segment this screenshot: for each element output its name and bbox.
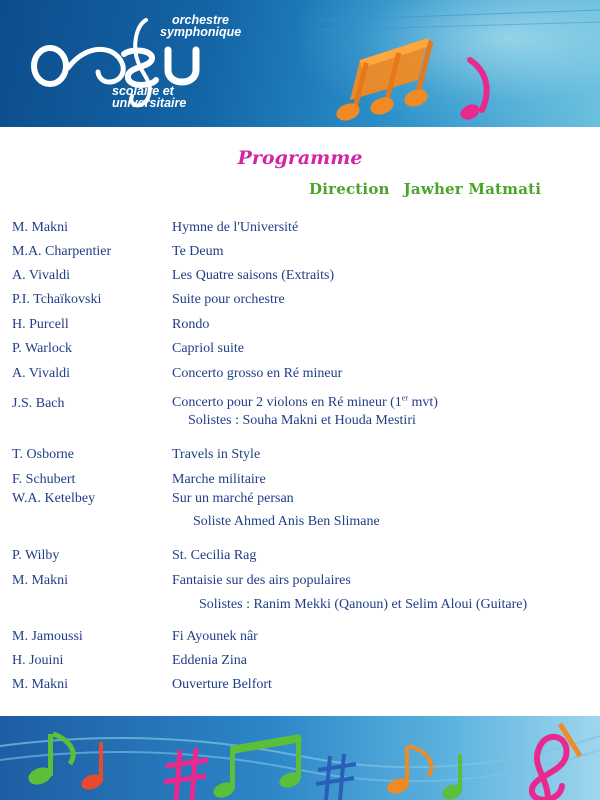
composer: J.S. Bach [12, 396, 65, 411]
page-title: Programme [237, 147, 363, 169]
piece: Hymne de l'Université [172, 220, 299, 235]
direction-line [309, 180, 541, 198]
composer: F. Schubert [12, 472, 76, 487]
treble-clef-icon [532, 737, 567, 800]
composer: M. Makni [12, 677, 68, 692]
piece: Sur un marché persan [172, 491, 294, 506]
composer: P. Warlock [12, 341, 73, 356]
logo-line-3: scolaire et [112, 84, 174, 98]
piece: St. Cecilia Rag [172, 548, 257, 563]
footer-banner [0, 716, 600, 800]
piece: Les Quatre saisons (Extraits) [172, 268, 335, 283]
piece: Concerto pour 2 violons en Ré mineur (1er mvt) [172, 393, 438, 410]
composer: M. Jamoussi [12, 629, 83, 644]
logo-line-4: universitaire [112, 96, 187, 110]
composer: P.I. Tchaïkovski [12, 292, 102, 307]
piece: Concerto grosso en Ré mineur [172, 366, 343, 381]
piece: Suite pour orchestre [172, 292, 285, 307]
piece: Capriol suite [172, 341, 244, 356]
piece: Ouverture Belfort [172, 677, 272, 692]
piece: Marche militaire [172, 472, 266, 487]
piece: Te Deum [172, 244, 224, 259]
piece: Travels in Style [172, 447, 261, 462]
composer: W.A. Ketelbey [12, 491, 96, 506]
piece: Fi Ayounek nâr [172, 629, 258, 644]
composer: P. Wilby [12, 548, 60, 563]
piece: Rondo [172, 317, 210, 332]
composer: H. Purcell [12, 317, 69, 332]
soloists: Solistes : Souha Makni et Houda Mestiri [188, 413, 416, 428]
conductor-name: Jawher Matmati [403, 180, 542, 198]
composer: H. Jouini [12, 653, 64, 668]
soloists: Soliste Ahmed Anis Ben Slimane [193, 514, 380, 529]
composer: A. Vivaldi [12, 268, 71, 283]
logo-line-1: orchestre [172, 13, 229, 27]
music-notes-icon [0, 716, 600, 800]
composer: T. Osborne [12, 447, 74, 462]
composer: A. Vivaldi [12, 366, 71, 381]
composer: M. Makni [12, 220, 68, 235]
piece: Eddenia Zina [172, 653, 248, 668]
direction-label: Direction [309, 180, 390, 198]
music-notes-icon [320, 0, 600, 127]
composer: M. Makni [12, 573, 68, 588]
header-banner [0, 0, 600, 127]
logo-line-2: symphonique [160, 25, 242, 39]
piece: Fantaisie sur des airs populaires [172, 573, 351, 588]
composer: M.A. Charpentier [12, 244, 112, 259]
soloists: Solistes : Ranim Mekki (Qanoun) et Selim Aloui (Guitare) [199, 597, 528, 612]
